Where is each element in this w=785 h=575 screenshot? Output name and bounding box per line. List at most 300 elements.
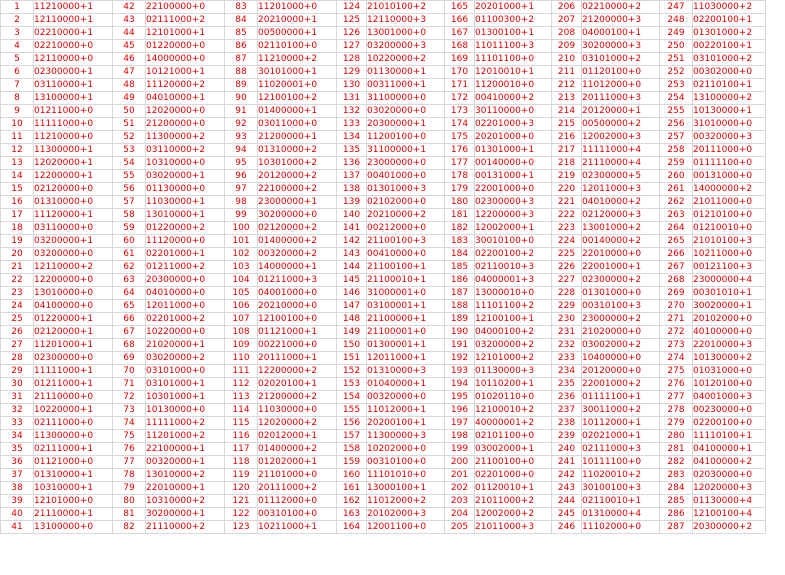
code-value-cell[interactable]: 02210000+1 (34, 27, 113, 40)
code-value-cell[interactable]: 01112000+0 (258, 495, 337, 508)
code-value-cell[interactable]: 02200100+0 (693, 417, 766, 430)
row-number-cell[interactable]: 14 (1, 170, 34, 183)
row-number-cell[interactable]: 252 (660, 66, 693, 79)
row-number-cell[interactable]: 145 (337, 274, 367, 287)
code-value-cell[interactable]: 13010000+2 (146, 469, 225, 482)
code-value-cell[interactable]: 30110000+0 (475, 105, 552, 118)
row-number-cell[interactable]: 272 (660, 326, 693, 339)
code-value-cell[interactable]: 03011000+0 (258, 118, 337, 131)
code-value-cell[interactable]: 10111100+0 (582, 456, 660, 469)
row-number-cell[interactable]: 40 (1, 508, 34, 521)
row-number-cell[interactable]: 123 (225, 521, 258, 534)
code-value-cell[interactable]: 02012000+1 (258, 430, 337, 443)
row-number-cell[interactable]: 163 (337, 508, 367, 521)
code-value-cell[interactable]: 00301010+1 (693, 287, 766, 300)
row-number-cell[interactable]: 226 (552, 261, 582, 274)
row-number-cell[interactable]: 190 (445, 326, 475, 339)
row-number-cell[interactable]: 127 (337, 40, 367, 53)
row-number-cell[interactable]: 204 (445, 508, 475, 521)
row-number-cell[interactable]: 276 (660, 378, 693, 391)
code-value-cell[interactable]: 21110000+1 (34, 508, 113, 521)
row-number-cell[interactable]: 273 (660, 339, 693, 352)
row-number-cell[interactable]: 286 (660, 508, 693, 521)
code-value-cell[interactable]: 01210010+0 (693, 222, 766, 235)
row-number-cell[interactable]: 55 (113, 170, 146, 183)
code-value-cell[interactable]: 11030000+1 (146, 196, 225, 209)
row-number-cell[interactable]: 115 (225, 417, 258, 430)
code-value-cell[interactable]: 20201000+0 (475, 131, 552, 144)
row-number-cell[interactable]: 233 (552, 352, 582, 365)
row-number-cell[interactable]: 164 (337, 521, 367, 534)
code-value-cell[interactable]: 02020100+1 (258, 378, 337, 391)
row-number-cell[interactable]: 191 (445, 339, 475, 352)
row-number-cell[interactable]: 46 (113, 53, 146, 66)
code-value-cell[interactable]: 12011000+3 (582, 183, 660, 196)
row-number-cell[interactable]: 234 (552, 365, 582, 378)
code-value-cell[interactable]: 14000000+1 (258, 261, 337, 274)
row-number-cell[interactable]: 158 (337, 443, 367, 456)
code-value-cell[interactable]: 02102000+0 (367, 196, 445, 209)
row-number-cell[interactable]: 67 (113, 326, 146, 339)
code-value-cell[interactable]: 04010000+0 (146, 287, 225, 300)
code-value-cell[interactable]: 01130000+3 (475, 365, 552, 378)
code-value-cell[interactable]: 00131000+1 (475, 170, 552, 183)
row-number-cell[interactable]: 125 (337, 14, 367, 27)
row-number-cell[interactable]: 25 (1, 313, 34, 326)
code-value-cell[interactable]: 40100000+0 (693, 326, 766, 339)
row-number-cell[interactable]: 152 (337, 365, 367, 378)
code-value-cell[interactable]: 01220000+1 (34, 313, 113, 326)
row-number-cell[interactable]: 65 (113, 300, 146, 313)
code-value-cell[interactable]: 20300000+0 (146, 274, 225, 287)
code-value-cell[interactable]: 11201000+2 (146, 430, 225, 443)
row-number-cell[interactable]: 27 (1, 339, 34, 352)
row-number-cell[interactable]: 17 (1, 209, 34, 222)
code-value-cell[interactable]: 00311000+1 (367, 79, 445, 92)
row-number-cell[interactable]: 85 (225, 27, 258, 40)
code-value-cell[interactable]: 21100100+1 (367, 261, 445, 274)
code-value-cell[interactable]: 21200000+1 (258, 131, 337, 144)
row-number-cell[interactable]: 100 (225, 222, 258, 235)
code-value-cell[interactable]: 12101000+0 (34, 495, 113, 508)
row-number-cell[interactable]: 201 (445, 469, 475, 482)
code-value-cell[interactable]: 02300000+5 (582, 170, 660, 183)
row-number-cell[interactable]: 15 (1, 183, 34, 196)
row-number-cell[interactable]: 132 (337, 105, 367, 118)
code-value-cell[interactable]: 02120000+2 (258, 222, 337, 235)
row-number-cell[interactable]: 75 (113, 430, 146, 443)
row-number-cell[interactable]: 77 (113, 456, 146, 469)
code-value-cell[interactable]: 22100000+1 (146, 443, 225, 456)
row-number-cell[interactable]: 138 (337, 183, 367, 196)
code-value-cell[interactable]: 01301000+3 (367, 183, 445, 196)
code-value-cell[interactable]: 12200000+0 (34, 274, 113, 287)
row-number-cell[interactable]: 137 (337, 170, 367, 183)
code-value-cell[interactable]: 11111000+0 (34, 118, 113, 131)
row-number-cell[interactable]: 34 (1, 430, 34, 443)
code-value-cell[interactable]: 02120000+1 (34, 326, 113, 339)
code-value-cell[interactable]: 11110100+1 (693, 430, 766, 443)
row-number-cell[interactable]: 183 (445, 235, 475, 248)
row-number-cell[interactable]: 211 (552, 66, 582, 79)
code-value-cell[interactable]: 11120000+1 (34, 209, 113, 222)
row-number-cell[interactable]: 270 (660, 300, 693, 313)
row-number-cell[interactable]: 182 (445, 222, 475, 235)
row-number-cell[interactable]: 62 (113, 261, 146, 274)
code-value-cell[interactable]: 10301000+1 (146, 391, 225, 404)
code-value-cell[interactable]: 02201000+2 (146, 313, 225, 326)
row-number-cell[interactable]: 109 (225, 339, 258, 352)
row-number-cell[interactable]: 156 (337, 417, 367, 430)
code-value-cell[interactable]: 00310100+0 (258, 508, 337, 521)
code-value-cell[interactable]: 00310100+3 (582, 300, 660, 313)
row-number-cell[interactable]: 261 (660, 183, 693, 196)
code-value-cell[interactable]: 20102000+3 (367, 508, 445, 521)
code-value-cell[interactable]: 00410000+2 (475, 92, 552, 105)
code-value-cell[interactable]: 01130000+1 (367, 66, 445, 79)
row-number-cell[interactable]: 173 (445, 105, 475, 118)
code-value-cell[interactable]: 03101000+2 (693, 53, 766, 66)
row-number-cell[interactable]: 256 (660, 118, 693, 131)
row-number-cell[interactable]: 140 (337, 209, 367, 222)
code-value-cell[interactable]: 01031000+0 (693, 365, 766, 378)
code-value-cell[interactable]: 12100010+2 (475, 404, 552, 417)
code-value-cell[interactable]: 21011000+3 (475, 521, 552, 534)
code-value-cell[interactable]: 11101010+0 (367, 469, 445, 482)
row-number-cell[interactable]: 271 (660, 313, 693, 326)
code-value-cell[interactable]: 04000100+2 (475, 326, 552, 339)
code-value-cell[interactable]: 10120100+0 (693, 378, 766, 391)
row-number-cell[interactable]: 236 (552, 391, 582, 404)
row-number-cell[interactable]: 159 (337, 456, 367, 469)
row-number-cell[interactable]: 94 (225, 144, 258, 157)
code-value-cell[interactable]: 01301000+2 (693, 27, 766, 40)
row-number-cell[interactable]: 212 (552, 79, 582, 92)
code-value-cell[interactable]: 12110000+0 (34, 53, 113, 66)
code-value-cell[interactable]: 21100100+3 (367, 235, 445, 248)
row-number-cell[interactable]: 277 (660, 391, 693, 404)
code-value-cell[interactable]: 20111000+0 (693, 144, 766, 157)
row-number-cell[interactable]: 79 (113, 482, 146, 495)
code-value-cell[interactable]: 04001000+0 (258, 287, 337, 300)
row-number-cell[interactable]: 217 (552, 144, 582, 157)
code-value-cell[interactable]: 03101000+2 (582, 53, 660, 66)
code-value-cell[interactable]: 02111000+3 (582, 443, 660, 456)
code-value-cell[interactable]: 02110100+0 (258, 40, 337, 53)
code-value-cell[interactable]: 12100100+4 (693, 508, 766, 521)
code-value-cell[interactable]: 02300000+0 (34, 352, 113, 365)
row-number-cell[interactable]: 150 (337, 339, 367, 352)
code-value-cell[interactable]: 00131000+0 (693, 170, 766, 183)
code-value-cell[interactable]: 04100000+1 (693, 443, 766, 456)
row-number-cell[interactable]: 71 (113, 378, 146, 391)
row-number-cell[interactable]: 147 (337, 300, 367, 313)
code-value-cell[interactable]: 10130000+2 (693, 352, 766, 365)
code-value-cell[interactable]: 11011100+3 (475, 40, 552, 53)
row-number-cell[interactable]: 51 (113, 118, 146, 131)
row-number-cell[interactable]: 48 (113, 79, 146, 92)
code-value-cell[interactable]: 12100100+0 (258, 313, 337, 326)
row-number-cell[interactable]: 161 (337, 482, 367, 495)
code-value-cell[interactable]: 11012000+2 (367, 495, 445, 508)
code-value-cell[interactable]: 01120100+0 (582, 66, 660, 79)
row-number-cell[interactable]: 101 (225, 235, 258, 248)
code-value-cell[interactable]: 10220000+2 (367, 53, 445, 66)
code-value-cell[interactable]: 12110000+1 (34, 14, 113, 27)
code-value-cell[interactable]: 30100100+3 (582, 482, 660, 495)
code-value-cell[interactable]: 12011000+1 (367, 352, 445, 365)
row-number-cell[interactable]: 208 (552, 27, 582, 40)
row-number-cell[interactable]: 24 (1, 300, 34, 313)
row-number-cell[interactable]: 102 (225, 248, 258, 261)
row-number-cell[interactable]: 246 (552, 521, 582, 534)
row-number-cell[interactable]: 259 (660, 157, 693, 170)
code-value-cell[interactable]: 01310000+3 (367, 365, 445, 378)
row-number-cell[interactable]: 3 (1, 27, 34, 40)
row-number-cell[interactable]: 225 (552, 248, 582, 261)
code-value-cell[interactable]: 20300000+1 (367, 118, 445, 131)
code-value-cell[interactable]: 11210000+0 (34, 131, 113, 144)
code-value-cell[interactable]: 01130000+0 (146, 183, 225, 196)
row-number-cell[interactable]: 117 (225, 443, 258, 456)
row-number-cell[interactable]: 213 (552, 92, 582, 105)
code-value-cell[interactable]: 00302000+0 (693, 66, 766, 79)
code-value-cell[interactable]: 20102000+0 (693, 313, 766, 326)
code-value-cell[interactable]: 12110000+3 (367, 14, 445, 27)
code-value-cell[interactable]: 03200000+0 (34, 248, 113, 261)
row-number-cell[interactable]: 53 (113, 144, 146, 157)
row-number-cell[interactable]: 240 (552, 443, 582, 456)
code-value-cell[interactable]: 11200100+0 (367, 131, 445, 144)
row-number-cell[interactable]: 106 (225, 300, 258, 313)
code-value-cell[interactable]: 03002000+1 (475, 443, 552, 456)
row-number-cell[interactable]: 285 (660, 495, 693, 508)
row-number-cell[interactable]: 141 (337, 222, 367, 235)
code-value-cell[interactable]: 13010000+0 (34, 287, 113, 300)
code-value-cell[interactable]: 10220000+0 (146, 326, 225, 339)
code-value-cell[interactable]: 01111100+0 (693, 157, 766, 170)
row-number-cell[interactable]: 180 (445, 196, 475, 209)
code-value-cell[interactable]: 12002000+1 (475, 222, 552, 235)
code-value-cell[interactable]: 21020000+1 (146, 339, 225, 352)
row-number-cell[interactable]: 135 (337, 144, 367, 157)
row-number-cell[interactable]: 70 (113, 365, 146, 378)
row-number-cell[interactable]: 81 (113, 508, 146, 521)
code-value-cell[interactable]: 22100000+0 (146, 1, 225, 14)
code-value-cell[interactable]: 11020010+2 (582, 469, 660, 482)
row-number-cell[interactable]: 239 (552, 430, 582, 443)
code-value-cell[interactable]: 11300000+0 (34, 430, 113, 443)
row-number-cell[interactable]: 104 (225, 274, 258, 287)
row-number-cell[interactable]: 196 (445, 404, 475, 417)
code-value-cell[interactable]: 12200000+3 (475, 209, 552, 222)
row-number-cell[interactable]: 162 (337, 495, 367, 508)
code-value-cell[interactable]: 14000000+0 (146, 53, 225, 66)
code-value-cell[interactable]: 30200000+1 (146, 508, 225, 521)
code-value-cell[interactable]: 12200000+2 (258, 365, 337, 378)
row-number-cell[interactable]: 112 (225, 378, 258, 391)
row-number-cell[interactable]: 44 (113, 27, 146, 40)
row-number-cell[interactable]: 255 (660, 105, 693, 118)
row-number-cell[interactable]: 231 (552, 326, 582, 339)
code-value-cell[interactable]: 02110010+1 (582, 495, 660, 508)
row-number-cell[interactable]: 260 (660, 170, 693, 183)
code-value-cell[interactable]: 04100000+2 (693, 456, 766, 469)
row-number-cell[interactable]: 120 (225, 482, 258, 495)
row-number-cell[interactable]: 32 (1, 404, 34, 417)
code-value-cell[interactable]: 12200000+1 (34, 170, 113, 183)
row-number-cell[interactable]: 134 (337, 131, 367, 144)
row-number-cell[interactable]: 178 (445, 170, 475, 183)
code-value-cell[interactable]: 13100000+1 (34, 92, 113, 105)
row-number-cell[interactable]: 229 (552, 300, 582, 313)
row-number-cell[interactable]: 157 (337, 430, 367, 443)
code-value-cell[interactable]: 01301000+0 (582, 287, 660, 300)
code-value-cell[interactable]: 03110000+0 (34, 222, 113, 235)
code-value-cell[interactable]: 02201000+3 (475, 118, 552, 131)
code-value-cell[interactable]: 11012000+1 (367, 404, 445, 417)
code-value-cell[interactable]: 01211000+1 (34, 378, 113, 391)
row-number-cell[interactable]: 219 (552, 170, 582, 183)
code-value-cell[interactable]: 12101000+2 (475, 352, 552, 365)
code-value-cell[interactable]: 04010000+1 (146, 92, 225, 105)
code-value-cell[interactable]: 21100000+1 (367, 313, 445, 326)
row-number-cell[interactable]: 57 (113, 196, 146, 209)
code-value-cell[interactable]: 03020000+0 (367, 105, 445, 118)
code-value-cell[interactable]: 10310000+1 (34, 482, 113, 495)
row-number-cell[interactable]: 179 (445, 183, 475, 196)
row-number-cell[interactable]: 197 (445, 417, 475, 430)
code-value-cell[interactable]: 00140000+2 (582, 235, 660, 248)
code-value-cell[interactable]: 20120000+2 (258, 170, 337, 183)
row-number-cell[interactable]: 274 (660, 352, 693, 365)
row-number-cell[interactable]: 31 (1, 391, 34, 404)
row-number-cell[interactable]: 88 (225, 66, 258, 79)
code-value-cell[interactable]: 02030000+0 (693, 469, 766, 482)
row-number-cell[interactable]: 244 (552, 495, 582, 508)
code-value-cell[interactable]: 01211000+0 (34, 105, 113, 118)
row-number-cell[interactable]: 221 (552, 196, 582, 209)
code-value-cell[interactable]: 11012000+0 (582, 79, 660, 92)
code-value-cell[interactable]: 02021000+1 (582, 430, 660, 443)
code-value-cell[interactable]: 13000010+0 (475, 287, 552, 300)
code-value-cell[interactable]: 23000000+2 (582, 313, 660, 326)
row-number-cell[interactable]: 7 (1, 79, 34, 92)
row-number-cell[interactable]: 10 (1, 118, 34, 131)
row-number-cell[interactable]: 20 (1, 248, 34, 261)
code-value-cell[interactable]: 01120010+1 (475, 482, 552, 495)
code-value-cell[interactable]: 13010000+1 (146, 209, 225, 222)
code-value-cell[interactable]: 14000000+2 (693, 183, 766, 196)
row-number-cell[interactable]: 205 (445, 521, 475, 534)
row-number-cell[interactable]: 258 (660, 144, 693, 157)
code-value-cell[interactable]: 01020110+0 (475, 391, 552, 404)
code-value-cell[interactable]: 02111000+1 (34, 443, 113, 456)
code-value-cell[interactable]: 12110000+2 (34, 261, 113, 274)
code-value-cell[interactable]: 11101100+2 (475, 300, 552, 313)
code-value-cell[interactable]: 01310000+0 (34, 196, 113, 209)
row-number-cell[interactable]: 177 (445, 157, 475, 170)
code-value-cell[interactable]: 20210000+2 (367, 209, 445, 222)
code-value-cell[interactable]: 11200010+0 (475, 79, 552, 92)
code-value-cell[interactable]: 12020000+3 (693, 482, 766, 495)
row-number-cell[interactable]: 107 (225, 313, 258, 326)
row-number-cell[interactable]: 60 (113, 235, 146, 248)
row-number-cell[interactable]: 90 (225, 92, 258, 105)
code-value-cell[interactable]: 01220000+2 (146, 222, 225, 235)
row-number-cell[interactable]: 192 (445, 352, 475, 365)
row-number-cell[interactable]: 174 (445, 118, 475, 131)
row-number-cell[interactable]: 130 (337, 79, 367, 92)
code-value-cell[interactable]: 21011000+2 (475, 495, 552, 508)
row-number-cell[interactable]: 86 (225, 40, 258, 53)
code-value-cell[interactable]: 20201000+1 (475, 1, 552, 14)
code-value-cell[interactable]: 01211000+2 (146, 261, 225, 274)
row-number-cell[interactable]: 281 (660, 443, 693, 456)
code-value-cell[interactable]: 01121000+0 (34, 456, 113, 469)
row-number-cell[interactable]: 166 (445, 14, 475, 27)
code-value-cell[interactable]: 20120000+1 (582, 105, 660, 118)
row-number-cell[interactable]: 268 (660, 274, 693, 287)
code-value-cell[interactable]: 21100010+1 (367, 274, 445, 287)
row-number-cell[interactable]: 4 (1, 40, 34, 53)
row-number-cell[interactable]: 142 (337, 235, 367, 248)
code-value-cell[interactable]: 03101000+1 (146, 378, 225, 391)
code-value-cell[interactable]: 00310100+0 (367, 456, 445, 469)
code-value-cell[interactable]: 01300100+1 (475, 27, 552, 40)
row-number-cell[interactable]: 203 (445, 495, 475, 508)
row-number-cell[interactable]: 200 (445, 456, 475, 469)
row-number-cell[interactable]: 118 (225, 456, 258, 469)
row-number-cell[interactable]: 96 (225, 170, 258, 183)
row-number-cell[interactable]: 284 (660, 482, 693, 495)
code-value-cell[interactable]: 00320000+1 (146, 456, 225, 469)
code-value-cell[interactable]: 13001000+2 (582, 222, 660, 235)
row-number-cell[interactable]: 9 (1, 105, 34, 118)
row-number-cell[interactable]: 262 (660, 196, 693, 209)
code-value-cell[interactable]: 11300000+1 (34, 144, 113, 157)
row-number-cell[interactable]: 59 (113, 222, 146, 235)
row-number-cell[interactable]: 263 (660, 209, 693, 222)
code-value-cell[interactable]: 00140000+0 (475, 157, 552, 170)
code-value-cell[interactable]: 21010100+3 (693, 235, 766, 248)
row-number-cell[interactable]: 181 (445, 209, 475, 222)
code-value-cell[interactable]: 01040000+1 (367, 378, 445, 391)
row-number-cell[interactable]: 41 (1, 521, 34, 534)
row-number-cell[interactable]: 56 (113, 183, 146, 196)
row-number-cell[interactable]: 187 (445, 287, 475, 300)
row-number-cell[interactable]: 74 (113, 417, 146, 430)
row-number-cell[interactable]: 5 (1, 53, 34, 66)
row-number-cell[interactable]: 282 (660, 456, 693, 469)
row-number-cell[interactable]: 119 (225, 469, 258, 482)
code-value-cell[interactable]: 10310000+0 (146, 157, 225, 170)
code-value-cell[interactable]: 00500000+2 (582, 118, 660, 131)
row-number-cell[interactable]: 151 (337, 352, 367, 365)
row-number-cell[interactable]: 16 (1, 196, 34, 209)
code-value-cell[interactable]: 01301000+1 (475, 144, 552, 157)
code-value-cell[interactable]: 04000100+1 (582, 27, 660, 40)
row-number-cell[interactable]: 228 (552, 287, 582, 300)
code-value-cell[interactable]: 02300000+2 (582, 274, 660, 287)
code-value-cell[interactable]: 00230000+0 (693, 404, 766, 417)
code-value-cell[interactable]: 22010000+1 (146, 482, 225, 495)
row-number-cell[interactable]: 18 (1, 222, 34, 235)
row-number-cell[interactable]: 283 (660, 469, 693, 482)
row-number-cell[interactable]: 29 (1, 365, 34, 378)
row-number-cell[interactable]: 232 (552, 339, 582, 352)
row-number-cell[interactable]: 275 (660, 365, 693, 378)
